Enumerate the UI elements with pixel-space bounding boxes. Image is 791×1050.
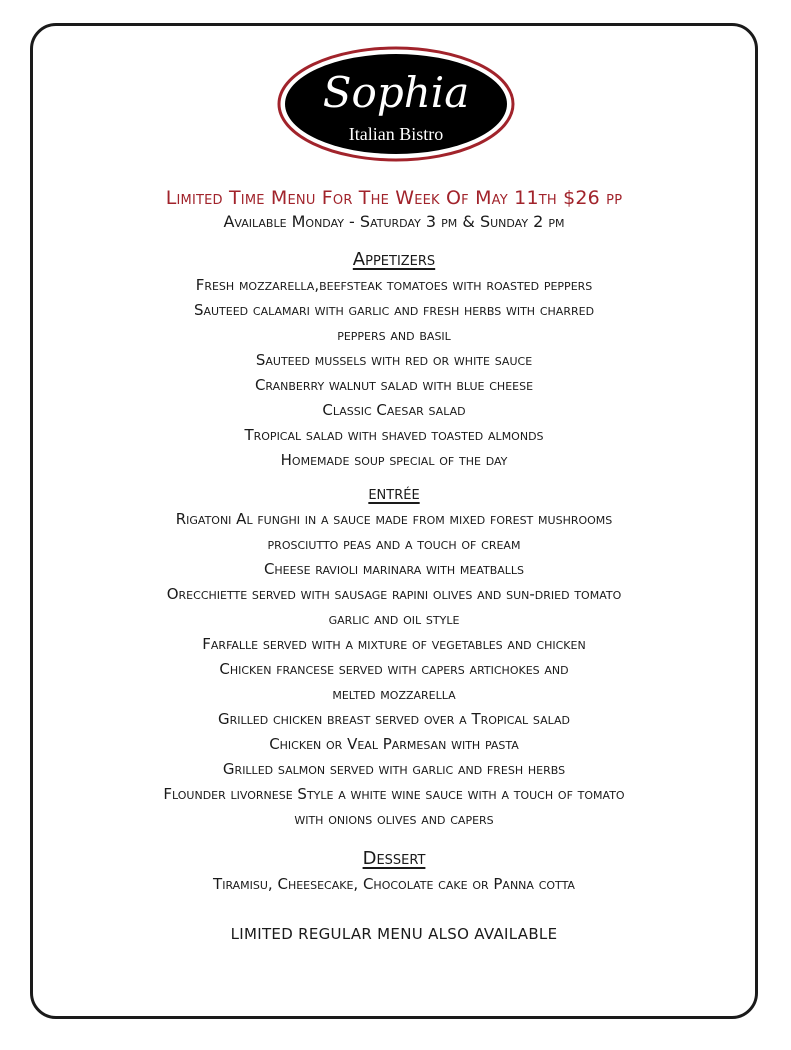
menu-item: Tiramisu, Cheesecake, Chocolate cake or Panna cotta [213, 875, 575, 893]
entree-title: entrée [368, 483, 420, 504]
dessert-title: Dessert [362, 848, 426, 869]
menu-item: Grilled salmon served with garlic and fresh herbs [222, 760, 566, 778]
menu-item: Classic Caesar salad [322, 401, 466, 419]
appetizers-title: Appetizers [352, 249, 436, 270]
menu-item: Grilled chicken breast served over a Tropical salad [218, 710, 570, 728]
logo-oval [276, 45, 516, 163]
menu-item: with onions olives and capers [294, 810, 494, 828]
menu-item: Homemade soup special of the day [280, 451, 508, 469]
menu-item: Farfalle served with a mixture of vegetables and chicken [202, 635, 586, 653]
menu-item: melted mozzarella [332, 685, 456, 703]
entree-list [30, 507, 758, 832]
logo-tagline: Italian Bistro [348, 124, 444, 144]
logo-name: Sophia [322, 68, 470, 117]
menu-item: Chicken francese served with capers artichokes and [219, 660, 569, 678]
menu-item: Sauteed calamari with garlic and fresh herbs with charred [193, 301, 595, 319]
menu-item: Cheese ravioli marinara with meatballs [263, 560, 525, 578]
menu-item: Fresh mozzarella,beefsteak tomatoes with roasted peppers [195, 276, 593, 294]
menu-item: Orecchiette served with sausage rapini olives and sun-dried tomato [166, 585, 622, 603]
menu-item: Chicken or Veal Parmesan with pasta [269, 735, 519, 753]
restaurant-logo [276, 45, 516, 163]
appetizers-list [30, 273, 758, 473]
availability-text: Available Monday - Saturday 3 pm & Sunday 2 pm [223, 212, 565, 231]
menu-item: Rigatoni Al funghi in a sauce made from mixed forest mushrooms [175, 510, 613, 528]
footer-note: LIMITED REGULAR MENU ALSO AVAILABLE [230, 925, 558, 943]
menu-item: Sauteed mussels with red or white sauce [255, 351, 533, 369]
menu-item: prosciutto peas and a touch of cream [267, 535, 521, 553]
menu-item: peppers and basil [337, 326, 451, 344]
menu-item: garlic and oil style [328, 610, 460, 628]
menu-item: Tropical salad with shaved toasted almonds [244, 426, 544, 444]
menu-headline: Limited Time Menu For The Week Of May 11th $26 pp [165, 187, 623, 209]
menu-content [30, 186, 758, 945]
menu-item: Flounder livornese Style a white wine sauce with a touch of tomato [163, 785, 625, 803]
menu-item: Cranberry walnut salad with blue cheese [254, 376, 534, 394]
dessert-list [30, 872, 758, 897]
